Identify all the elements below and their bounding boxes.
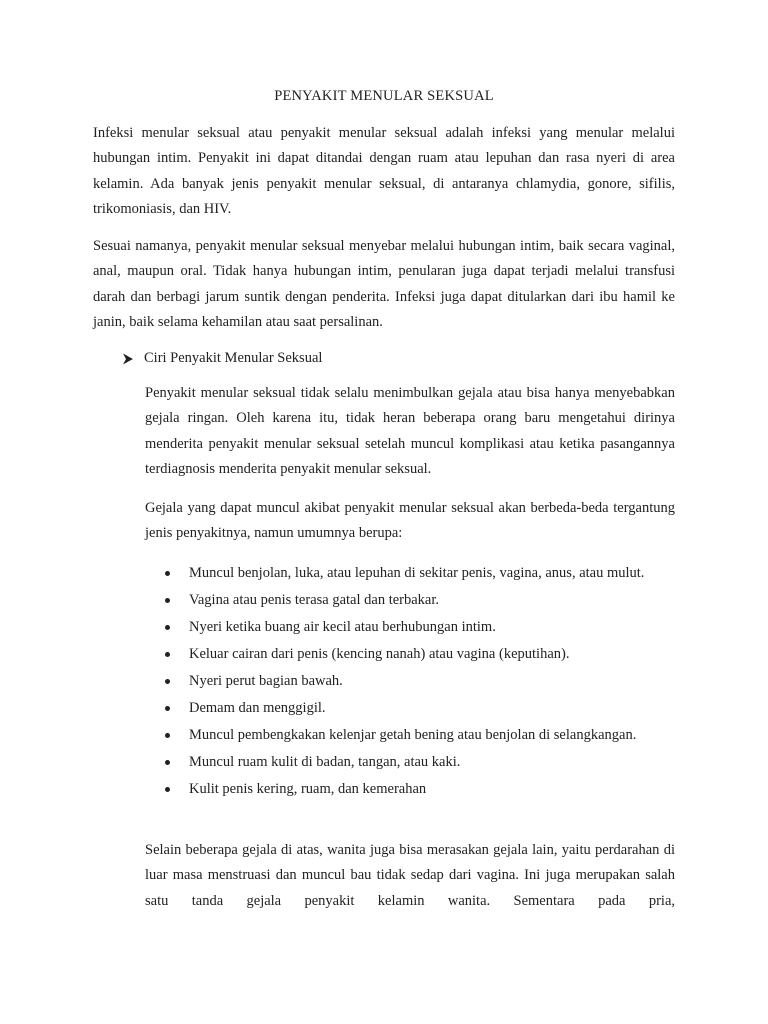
list-item bbox=[145, 696, 675, 721]
transmission-paragraph: Sesuai namanya, penyakit menular seksual menyebar melalui hubungan intim, baik secara vaginal, anal, maupun oral. Tidak hanya hubungan intim, penularan juga dapat terjadi melalui transfusi darah dan berbagi jarum suntik dengan penderita. Infeksi juga dapat ditularkan dari ibu hamil ke janin, baik selama kehamilan atau saat persalinan. bbox=[93, 238, 675, 330]
disc-bullet-icon bbox=[165, 760, 170, 765]
list-item bbox=[145, 588, 675, 613]
list-item-text: Muncul ruam kulit di badan, tangan, atau kaki. bbox=[189, 754, 461, 770]
document-title: PENYAKIT MENULAR SEKSUAL bbox=[274, 88, 494, 104]
list-item-text: Nyeri perut bagian bawah. bbox=[189, 673, 343, 689]
list-item bbox=[145, 561, 675, 586]
list-item bbox=[145, 615, 675, 640]
list-item-text: Kulit penis kering, ruam, dan kemerahan bbox=[189, 781, 427, 797]
list-item bbox=[145, 777, 675, 802]
disc-bullet-icon bbox=[165, 571, 170, 576]
list-item-text: Demam dan menggigil. bbox=[189, 700, 326, 716]
list-item-text: Muncul pembengkakan kelenjar getah bening atau benjolan di selangkangan. bbox=[189, 727, 637, 743]
disc-bullet-icon bbox=[165, 679, 170, 684]
intro-paragraph: Infeksi menular seksual atau penyakit menular seksual adalah infeksi yang menular melalui hubungan intim. Penyakit ini dapat ditandai dengan ruam atau lepuhan dan rasa nyeri di area kelamin. Ada banyak jenis penyakit menular seksual, di antaranya chlamydia, gonore, sifilis, trikomoniasis, dan HIV. bbox=[93, 125, 675, 217]
list-item bbox=[145, 642, 675, 667]
list-item-text: Muncul benjolan, luka, atau lepuhan di sekitar penis, vagina, anus, atau mulut. bbox=[189, 565, 645, 581]
disc-bullet-icon bbox=[165, 706, 170, 711]
symptom-list bbox=[145, 561, 675, 804]
disc-bullet-icon bbox=[165, 652, 170, 657]
disc-bullet-icon bbox=[165, 733, 170, 738]
section-heading bbox=[122, 346, 322, 371]
disc-bullet-icon bbox=[165, 598, 170, 603]
list-item-text: Vagina atau penis terasa gatal dan terbakar. bbox=[189, 592, 440, 608]
list-item bbox=[145, 723, 675, 748]
list-item-text: Keluar cairan dari penis (kencing nanah) atau vagina (keputihan). bbox=[189, 646, 570, 662]
section-heading-text: Ciri Penyakit Menular Seksual bbox=[144, 350, 323, 366]
list-item-text: Nyeri ketika buang air kecil atau berhubungan intim. bbox=[189, 619, 496, 635]
symptoms-intro-paragraph: Penyakit menular seksual tidak selalu menimbulkan gejala atau bisa hanya menyebabkan gejala ringan. Oleh karena itu, tidak heran beberapa orang baru mengetahui dirinya menderita penyakit menular seksual setelah muncul komplikasi atau ketika pasangannya terdiagnosis menderita penyakit menular seksual. bbox=[145, 385, 675, 477]
disc-bullet-icon bbox=[165, 787, 170, 792]
list-item bbox=[145, 750, 675, 775]
female-symptoms-paragraph: Selain beberapa gejala di atas, wanita juga bisa merasakan gejala lain, yaitu perdarahan di luar masa menstruasi dan muncul bau tidak sedap dari vagina. Ini juga merupakan salah satu tanda gejala penyakit kelamin wanita. Sementara pada pria, bbox=[145, 842, 675, 909]
list-item bbox=[145, 669, 675, 694]
arrowhead-bullet-icon bbox=[122, 353, 134, 365]
symptoms-lead-paragraph: Gejala yang dapat muncul akibat penyakit menular seksual akan berbeda-beda tergantung jenis penyakitnya, namun umumnya berupa: bbox=[145, 500, 675, 542]
disc-bullet-icon bbox=[165, 625, 170, 630]
